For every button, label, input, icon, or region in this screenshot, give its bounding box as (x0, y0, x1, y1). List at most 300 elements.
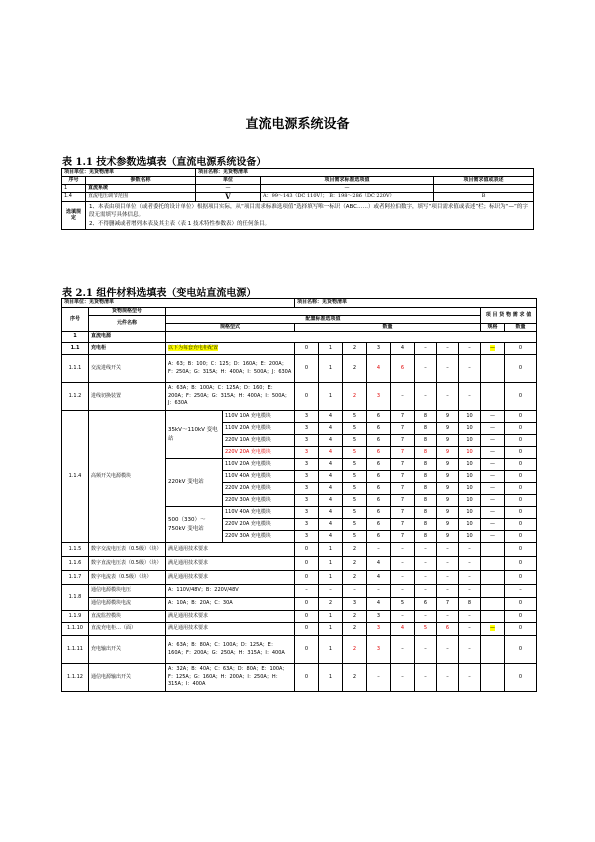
qty-cell: – (459, 623, 481, 636)
qty-cell: 6 (367, 483, 391, 495)
cell: 满足通用技术要求 (166, 557, 295, 571)
qty-cell: 5 (343, 519, 367, 531)
qty-cell: 10 (459, 519, 481, 531)
req-qty-cell[interactable]: 0 (505, 423, 537, 435)
qty-cell: 0 (295, 664, 319, 692)
qty-cell: – (415, 585, 437, 598)
module-spec: 220V 20A 充电模块 (223, 483, 295, 495)
col-header: 单位 (196, 177, 261, 185)
qty-cell: – (437, 571, 459, 585)
qty-cell: 7 (391, 507, 415, 519)
cell: 通信电源模块电流 (89, 598, 166, 611)
module-spec: 220V 30A 充电模块 (223, 531, 295, 543)
cell: 1.1.6 (62, 557, 89, 571)
qty-cell: 10 (459, 471, 481, 483)
req-spec-cell[interactable] (481, 636, 505, 664)
qty-cell: 6 (367, 495, 391, 507)
qty-cell: 10 (459, 483, 481, 495)
req-qty-cell[interactable]: 0 (505, 636, 537, 664)
req-spec-cell[interactable]: — (481, 447, 505, 459)
qty-cell: 5 (343, 447, 367, 459)
req-qty-cell[interactable]: 0 (505, 623, 537, 636)
qty-cell: 6 (367, 459, 391, 471)
qty-cell: – (391, 383, 415, 411)
qty-cell: 1 (319, 343, 343, 355)
qty-cell: 1 (319, 571, 343, 585)
cell: 满足通用技术要求 (166, 611, 295, 623)
qty-cell: 4 (367, 598, 391, 611)
module-spec: 220V 20A 充电模块 (223, 447, 295, 459)
module-row (62, 411, 537, 423)
req-spec-cell[interactable]: — (481, 423, 505, 435)
qty-cell: – (415, 543, 437, 557)
qty-cell: – (391, 543, 415, 557)
qty-cell: 7 (391, 459, 415, 471)
project-unit: 项目单位：见货物清单 (62, 299, 295, 308)
cell: 通信电源模块电压 (89, 585, 166, 598)
qty-cell: 0 (295, 636, 319, 664)
qty-cell: 2 (343, 664, 367, 692)
qty-cell: 9 (437, 495, 459, 507)
qty-cell: – (295, 585, 319, 598)
cell: 1 (62, 185, 86, 193)
req-spec-cell[interactable]: — (481, 519, 505, 531)
project-name: 项目名称：见货物清单 (196, 169, 534, 177)
qty-cell: 3 (295, 471, 319, 483)
col-header-model: 货物规格型号 (89, 308, 166, 316)
req-spec-cell[interactable] (481, 611, 505, 623)
module-spec: 220V 10A 充电模块 (223, 435, 295, 447)
col-header-config: 配置标准选项值 (166, 316, 481, 324)
cell: 直流电压调节范围 (86, 193, 196, 202)
option-a: A：99～143（DC 110V）； (263, 193, 328, 200)
table-row (62, 383, 537, 411)
qty-cell: – (437, 611, 459, 623)
page-title: 直流电源系统设备 (245, 117, 350, 132)
qty-cell: 5 (415, 623, 437, 636)
qty-cell: 4 (319, 435, 343, 447)
qty-cell: 10 (459, 495, 481, 507)
qty-cell: 4 (319, 495, 343, 507)
cell: A：63A；B：100A；C：125A；D：160；E：200A；F：250A；G：315A；H：400A；I：500A；J：630A (166, 383, 295, 411)
qty-cell: – (437, 585, 459, 598)
qty-cell: 3 (343, 598, 367, 611)
qty-cell: 1 (319, 383, 343, 411)
qty-cell: 9 (437, 519, 459, 531)
qty-cell: 6 (367, 447, 391, 459)
qty-cell: – (391, 571, 415, 585)
option-b: B：198～286（DC 220V） (329, 193, 395, 200)
qty-cell: 6 (437, 623, 459, 636)
qty-cell: – (319, 585, 343, 598)
qty-cell: – (459, 585, 481, 598)
module-spec: 110V 20A 充电模块 (223, 459, 295, 471)
qty-cell: 4 (319, 423, 343, 435)
qty-cell: 2 (343, 383, 367, 411)
qty-cell: 9 (437, 459, 459, 471)
qty-cell: – (391, 664, 415, 692)
note-item: 1、本表由项目单位（或者委托的设计单位）根据项目实际，从“项目需求标准选项值”选择填写唯一标识（ABC……）或者阿拉伯数字，填写“项目需求值或表述”栏；标识为“—”的字段无需填写具体信息。 (89, 204, 528, 219)
qty-cell: 8 (415, 531, 437, 543)
qty-cell: 9 (437, 435, 459, 447)
req-spec-cell[interactable]: — (481, 531, 505, 543)
qty-cell: 5 (343, 459, 367, 471)
qty-cell: 4 (367, 557, 391, 571)
qty-cell: 6 (367, 531, 391, 543)
req-qty-cell[interactable]: 0 (505, 447, 537, 459)
substation-group: 220kV 变电站 (166, 459, 223, 507)
req-qty-cell[interactable]: 0 (505, 507, 537, 519)
qty-cell: 7 (391, 411, 415, 423)
qty-cell: 6 (415, 598, 437, 611)
qty-cell: 4 (319, 531, 343, 543)
qty-cell: 6 (367, 507, 391, 519)
req-spec-cell[interactable]: — (481, 495, 505, 507)
req-spec-cell[interactable] (481, 664, 505, 692)
req-spec-cell[interactable] (481, 598, 505, 611)
qty-cell: 8 (415, 447, 437, 459)
req-spec-cell[interactable] (481, 543, 505, 557)
cell: 数字电流表（0.5级）（块） (89, 571, 166, 585)
req-qty-cell[interactable]: 0 (505, 531, 537, 543)
col-header-qty: 数量 (295, 324, 481, 332)
table2-meta-row (62, 299, 537, 308)
qty-cell: 10 (459, 507, 481, 519)
qty-cell: 5 (343, 411, 367, 423)
req-qty-cell[interactable]: 0 (505, 411, 537, 423)
cell: 数字直流电压表（0.5级）（块） (89, 557, 166, 571)
req-qty-cell[interactable]: 0 (505, 598, 537, 611)
req-spec-cell[interactable]: — (481, 471, 505, 483)
req-qty-cell[interactable]: 0 (505, 611, 537, 623)
req-qty-cell[interactable]: 0 (505, 543, 537, 557)
col-header: 项目需求值或表述 (434, 177, 534, 185)
qty-cell: 8 (415, 435, 437, 447)
table-row (62, 598, 537, 611)
qty-cell: – (459, 571, 481, 585)
qty-cell: – (415, 343, 437, 355)
cell: 直流电源 (89, 332, 166, 343)
qty-cell: 4 (319, 507, 343, 519)
cell (261, 193, 434, 202)
cell (434, 185, 534, 193)
qty-cell: – (391, 557, 415, 571)
req-spec-cell[interactable]: — (481, 459, 505, 471)
qty-cell: 1 (319, 543, 343, 557)
qty-cell: 4 (319, 411, 343, 423)
qty-cell: 10 (459, 435, 481, 447)
qty-cell: 0 (295, 611, 319, 623)
qty-cell: 9 (437, 423, 459, 435)
module-spec: 110V 10A 充电模块 (223, 411, 295, 423)
table1-title: 表 1.1 技术参数选填表（直流电源系统设备） (62, 157, 267, 168)
req-qty-cell[interactable]: 0 (505, 435, 537, 447)
req-qty-cell[interactable]: 0 (505, 557, 537, 571)
qty-cell: 7 (391, 447, 415, 459)
qty-cell: 7 (391, 471, 415, 483)
qty-cell: – (437, 664, 459, 692)
req-spec-cell[interactable] (481, 623, 505, 636)
qty-cell: 5 (343, 507, 367, 519)
qty-cell: 3 (295, 447, 319, 459)
table-row (62, 543, 537, 557)
qty-cell: 8 (415, 519, 437, 531)
module-spec: 220V 30A 充电模块 (223, 495, 295, 507)
qty-cell: 6 (367, 471, 391, 483)
cell: A：10A；B：20A；C：30A (166, 598, 295, 611)
notes-label: 选填规定 (62, 202, 86, 230)
req-spec-cell[interactable] (481, 571, 505, 585)
qty-cell: 4 (319, 459, 343, 471)
req-spec-cell[interactable]: — (481, 411, 505, 423)
qty-cell: 5 (391, 598, 415, 611)
cell: 1.1.5 (62, 543, 89, 557)
req-spec-cell[interactable] (481, 585, 505, 598)
cell: 1.1.2 (62, 383, 89, 411)
qty-cell: 0 (295, 557, 319, 571)
qty-cell: – (415, 355, 437, 383)
cell: 通信电源输出开关 (89, 664, 166, 692)
notes-cell (86, 202, 534, 230)
qty-cell: – (343, 585, 367, 598)
qty-cell: 4 (319, 483, 343, 495)
qty-cell: 9 (437, 531, 459, 543)
cell: 交流进线开关 (89, 355, 166, 383)
col-header-no: 序号 (62, 308, 89, 332)
cell: 直流监控模块 (89, 611, 166, 623)
qty-cell: 4 (319, 471, 343, 483)
qty-cell: – (415, 557, 437, 571)
qty-cell: – (437, 636, 459, 664)
qty-cell: – (391, 611, 415, 623)
cell: 数字交流电压表（0.5级）（块） (89, 543, 166, 557)
qty-cell: 3 (295, 531, 319, 543)
qty-cell: 3 (367, 611, 391, 623)
cell: 满足通用技术要求 (166, 571, 295, 585)
cell: A：63；B：100；C：125；D：160A；E：200A；F：250A；G：315A；H：400A；I：500A；J：630A (166, 355, 295, 383)
cell: 直流系统 (86, 185, 196, 193)
qty-cell: 2 (343, 343, 367, 355)
table-row (62, 193, 534, 202)
qty-cell: 8 (415, 411, 437, 423)
project-unit: 项目单位：见货物清单 (62, 169, 196, 177)
cell: 高频开关电源模块 (89, 411, 166, 543)
req-qty-cell[interactable]: 0 (505, 571, 537, 585)
qty-cell: 10 (459, 531, 481, 543)
col-header-req-qty: 数量 (505, 324, 537, 332)
qty-cell: – (415, 383, 437, 411)
qty-cell: 3 (295, 507, 319, 519)
qty-cell: – (415, 636, 437, 664)
req-spec-cell[interactable] (481, 343, 505, 355)
req-qty-cell[interactable]: 0 (505, 383, 537, 411)
req-spec-cell[interactable] (481, 383, 505, 411)
qty-cell: 4 (319, 519, 343, 531)
qty-cell: 2 (343, 543, 367, 557)
qty-cell: 3 (367, 636, 391, 664)
notes-row (62, 202, 534, 230)
qty-cell: 3 (295, 435, 319, 447)
qty-cell: 8 (415, 507, 437, 519)
qty-cell: 8 (415, 471, 437, 483)
qty-cell: 8 (415, 459, 437, 471)
module-spec: 110V 40A 充电模块 (223, 471, 295, 483)
note-item: 2、不得删减或者增列本表及其主表（表 1 技术特性参数表）的任何条目。 (89, 220, 270, 227)
cell: 1.1.4 (62, 411, 89, 543)
qty-cell: 8 (415, 423, 437, 435)
qty-cell: 5 (343, 495, 367, 507)
qty-cell: 2 (319, 598, 343, 611)
qty-cell: 1 (319, 636, 343, 664)
qty-cell: 5 (343, 483, 367, 495)
qty-cell: 10 (459, 423, 481, 435)
qty-cell: 3 (295, 519, 319, 531)
table-row (62, 611, 537, 623)
qty-cell: 3 (367, 623, 391, 636)
qty-cell: 3 (367, 383, 391, 411)
req-spec-cell[interactable] (481, 355, 505, 383)
table1-meta-row (62, 169, 534, 177)
qty-cell: 2 (343, 571, 367, 585)
qty-cell: 6 (391, 355, 415, 383)
qty-cell: 9 (437, 483, 459, 495)
col-header-spec: 规格型式 (166, 324, 295, 332)
table-row (62, 343, 537, 355)
qty-cell: 0 (295, 571, 319, 585)
qty-cell: – (391, 585, 415, 598)
substation-group: 35kV～110kV 变电站 (166, 411, 223, 459)
req-qty-cell[interactable]: 0 (505, 664, 537, 692)
qty-cell: 2 (343, 623, 367, 636)
config-note: 以下为每套充电柜配置 (168, 344, 219, 351)
req-spec-cell[interactable]: — (481, 507, 505, 519)
table2-header-row (62, 308, 537, 316)
req-spec-cell[interactable] (481, 557, 505, 571)
qty-cell: 0 (295, 343, 319, 355)
qty-cell: 7 (391, 435, 415, 447)
substation-group: 500（330）～750kV 变电站 (166, 507, 223, 543)
qty-cell: 1 (319, 355, 343, 383)
qty-cell: 6 (367, 435, 391, 447)
qty-cell: 2 (343, 636, 367, 664)
qty-cell: 9 (437, 471, 459, 483)
qty-cell: 5 (343, 531, 367, 543)
cell: 1.1.12 (62, 664, 89, 692)
qty-cell: 2 (343, 557, 367, 571)
qty-cell: – (367, 585, 391, 598)
qty-cell: 9 (437, 507, 459, 519)
col-header-req-spec: 规格 (481, 324, 505, 332)
req-qty-cell[interactable]: 0 (505, 459, 537, 471)
req-spec-cell[interactable]: — (481, 483, 505, 495)
table-row (62, 585, 537, 598)
req-qty-cell[interactable]: 0 (505, 471, 537, 483)
req-qty-cell[interactable]: 0 (505, 495, 537, 507)
table-row (62, 557, 537, 571)
qty-cell: 10 (459, 459, 481, 471)
qty-cell: – (437, 355, 459, 383)
qty-cell: 8 (459, 598, 481, 611)
req-qty-cell[interactable]: 0 (505, 483, 537, 495)
qty-cell: 4 (319, 447, 343, 459)
qty-cell: 3 (295, 423, 319, 435)
qty-cell: 3 (295, 483, 319, 495)
table-row (62, 664, 537, 692)
qty-cell: 7 (391, 519, 415, 531)
cell: 满足通用技术要求 (166, 623, 295, 636)
qty-cell: 8 (415, 495, 437, 507)
col-header: 序号 (62, 177, 86, 185)
qty-cell: 4 (391, 623, 415, 636)
cell: — (261, 185, 434, 193)
qty-cell: – (367, 664, 391, 692)
table2-header-row (62, 316, 537, 324)
req-qty-cell[interactable]: 0 (505, 355, 537, 383)
qty-cell: 4 (391, 343, 415, 355)
qty-cell: 4 (367, 571, 391, 585)
section-row (62, 332, 537, 343)
qty-cell: – (459, 343, 481, 355)
qty-cell: 9 (437, 411, 459, 423)
module-spec: 220V 20A 充电模块 (223, 519, 295, 531)
qty-cell: – (459, 543, 481, 557)
cell (166, 343, 295, 355)
qty-cell: 7 (391, 495, 415, 507)
technical-parameter-table (61, 168, 534, 230)
qty-cell: 1 (319, 611, 343, 623)
qty-cell: – (367, 543, 391, 557)
qty-cell: 5 (343, 435, 367, 447)
table-row (62, 623, 537, 636)
req-qty-cell[interactable]: 0 (505, 519, 537, 531)
qty-cell: 6 (367, 519, 391, 531)
qty-cell: 0 (295, 383, 319, 411)
qty-cell: – (459, 383, 481, 411)
qty-cell: 3 (295, 495, 319, 507)
qty-cell: – (459, 557, 481, 571)
table-row (62, 185, 534, 193)
cell: 1.1.9 (62, 611, 89, 623)
module-spec: 110V 20A 充电模块 (223, 423, 295, 435)
qty-cell: 3 (367, 343, 391, 355)
qty-cell: – (415, 571, 437, 585)
table-row (62, 355, 537, 383)
cell: V (196, 193, 261, 202)
qty-cell: – (437, 343, 459, 355)
req-spec-cell[interactable]: — (481, 435, 505, 447)
req-qty-cell[interactable]: 0 (505, 343, 537, 355)
qty-cell: 0 (295, 543, 319, 557)
req-spec-value: — (490, 344, 495, 351)
qty-cell: 5 (343, 471, 367, 483)
req-spec-value: — (490, 625, 495, 632)
qty-cell: – (437, 543, 459, 557)
qty-cell: – (415, 611, 437, 623)
qty-cell: 3 (295, 411, 319, 423)
qty-cell: 0 (295, 598, 319, 611)
cell: — (196, 185, 261, 193)
cell: 1 (62, 332, 89, 343)
req-qty-cell[interactable]: – (505, 585, 537, 598)
qty-cell: 7 (391, 483, 415, 495)
qty-cell: 1 (319, 664, 343, 692)
table2-title: 表 2.1 组件材料选填表（变电站直流电源） (62, 288, 257, 299)
qty-cell: 3 (295, 459, 319, 471)
table-row (62, 571, 537, 585)
qty-cell: – (459, 664, 481, 692)
qty-cell: 7 (391, 423, 415, 435)
cell: 1.1.7 (62, 571, 89, 585)
